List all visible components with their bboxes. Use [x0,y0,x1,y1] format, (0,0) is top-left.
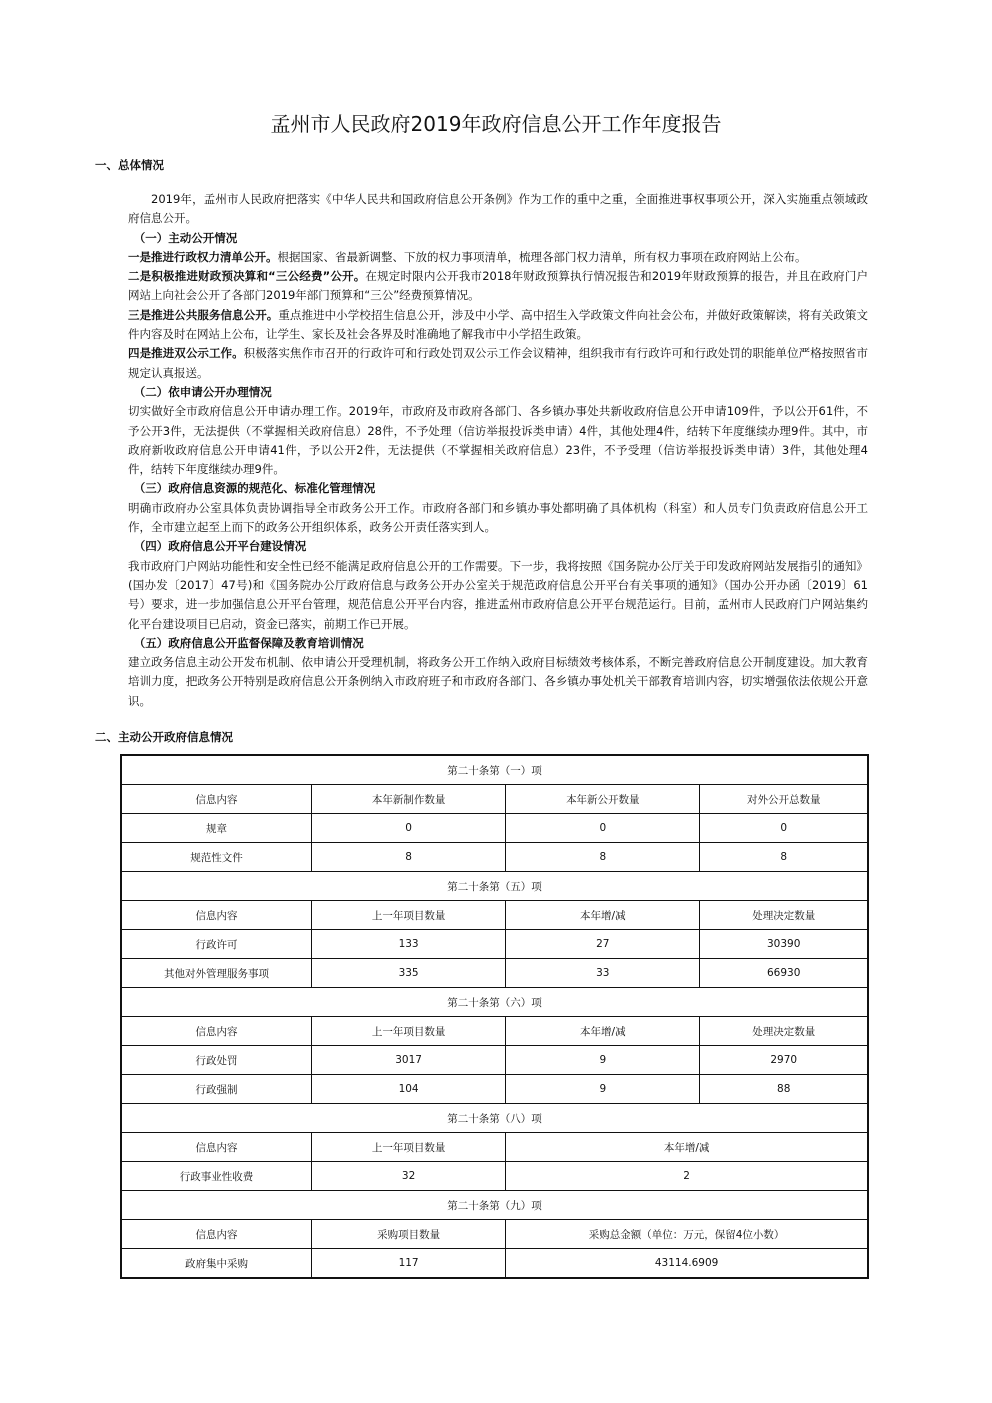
table-cell: 32 [311,1162,505,1191]
paragraph-application: 切实做好全市政府信息公开申请办理工作。2019年，市政府及市政府各部门、各乡镇办事处共新收政府信息公开申请109件，予以公开61件，不予公开3件，无法提供（不掌握相关政府信息）28件，不予处理（信访举报投诉类申请）4件，其他处理4件，结转下年度继续办理9件。其中，市政府新收政府信息公开申请41件，予以公开2件，无法提供（不掌握相关政府信息）23件，不予受理（信访举报投诉类申请）3件，其他处理4件，结转下年度继续办理9件。 [128,404,868,477]
table-section-row [121,872,868,901]
paragraph-standardization: 明确市政府办公室具体负责协调指导全市政务公开工作。市政府各部门和乡镇办事处都明确了具体机构（科室）和人员专门负责政府信息公开工作，全市建立起至上而下的政务公开组织体系，政务公开责任落实到人。 [128,500,868,535]
table-cell: 9 [506,1075,700,1104]
column-header: 上一年项目数量 [311,1133,505,1162]
table-cell: 66930 [700,959,868,988]
table-cell: 行政强制 [121,1075,311,1104]
paragraph-lead: 三是推进公共服务信息公开。 [128,307,279,322]
paragraph-text: 积极落实焦作市召开的行政许可和行政处罚双公示工作会议精神，组织我市有行政许可和行政处罚的职能单位严格按照省市规定认真报送。 [128,346,868,380]
table-cell: 3017 [311,1046,505,1075]
paragraph-public-service [128,306,868,345]
table-section-row [121,1104,868,1133]
table-cell: 0 [506,814,700,843]
paragraph-text: 重点推进中小学校招生信息公开，涉及中小学、高中招生入学政策文件向社会公布，并做好政策解读，将有关政策文件内容及时在网站上公布，让学生、家长及社会各界及时准确地了解我市中小学招生政策。 [128,307,868,342]
table-header-row [121,1017,868,1046]
table-cell: 规章 [121,814,311,843]
subheading-proactive: （一）主动公开情况 [133,230,238,245]
table-row [121,1075,868,1104]
subheading-platform: （四）政府信息公开平台建设情况 [133,539,307,554]
table-cell: 9 [506,1046,700,1075]
table-section-title: 第二十条第（五）项 [121,872,868,901]
table-cell: 133 [311,930,505,959]
column-header: 信息内容 [121,901,311,930]
table-cell: 8 [506,843,700,872]
table-row [121,1162,868,1191]
paragraph-platform: 我市政府门户网站功能性和安全性已经不能满足政府信息公开的工作需要。下一步，我将按照《国务院办公厅关于印发政府网站发展指引的通知》(国办发〔2017〕47号)和《国务院办公厅政府信息与政务公开办公室关于规范政府信息公开平台有关事项的通知》（国办公开办函〔2019〕61号）要求，进一步加强信息公开平台管理，规范信息公开平台内容，推进孟州市政府信息公开平台规范运行。目前，孟州市人民政府门户网站集约化平台建设项目已启动，资金已落实，前期工作已开展。 [128,558,868,631]
column-header: 信息内容 [121,1220,311,1249]
table-row [121,1046,868,1075]
table-cell: 43114.6909 [506,1249,868,1279]
column-header: 上一年项目数量 [311,1017,505,1046]
paragraph-text: 根据国家、省最新调整、下放的权力事项清单，梳理各部门权力清单，所有权力事项在政府网站上公布。 [277,249,807,264]
table-cell: 88 [700,1075,868,1104]
paragraph-lead: 二是积极推进财政预决算和“三公经费”公开。 [128,269,366,284]
column-header: 本年新公开数量 [506,785,700,814]
column-header: 本年增/减 [506,1133,868,1162]
table-cell: 27 [506,930,700,959]
table-cell: 政府集中采购 [121,1249,311,1279]
paragraph-text: 在规定时限内公开我市2018年财政预算执行情况报告和2019年财政预算的报告，并且在政府门户网站上向社会公开了各部门2019年部门预算和“三公”经费预算情况。 [128,269,868,303]
table-header-row [121,1220,868,1249]
paragraph-lead: 一是推进行政权力清单公开。 [128,249,278,264]
column-header: 本年增/减 [506,901,700,930]
table-section-title: 第二十条第（六）项 [121,988,868,1017]
proactive-disclosure-table [120,754,869,1279]
column-header: 对外公开总数量 [700,785,868,814]
column-header: 本年新制作数量 [311,785,505,814]
table-row [121,1249,868,1279]
column-header: 信息内容 [121,1133,311,1162]
table-cell: 33 [506,959,700,988]
overview-intro: 2019年，孟州市人民政府把落实《中华人民共和国政府信息公开条例》作为工作的重中之重，全面推进事权事项公开，深入实施重点领域政府信息公开。 [128,192,868,226]
table-section-title: 第二十条第（九）项 [121,1191,868,1220]
paragraph-power-list [128,248,868,267]
column-header: 处理决定数量 [700,901,868,930]
subheading-supervision: （五）政府信息公开监督保障及教育培训情况 [133,635,364,650]
table-cell: 2 [506,1162,868,1191]
table-section-row [121,1191,868,1220]
table-cell: 行政许可 [121,930,311,959]
table-header-row [121,901,868,930]
paragraph-budget [128,267,868,306]
column-header: 本年增/减 [506,1017,700,1046]
paragraph-double-disclosure [128,344,868,383]
column-header: 处理决定数量 [700,1017,868,1046]
table-section-row [121,988,868,1017]
section-heading-overview: 一、总体情况 [95,158,164,172]
column-header: 信息内容 [121,1017,311,1046]
table-cell: 其他对外管理服务事项 [121,959,311,988]
table-cell: 2970 [700,1046,868,1075]
table-cell: 行政事业性收费 [121,1162,311,1191]
table-cell: 335 [311,959,505,988]
subheading-application: （二）依申请公开办理情况 [133,384,272,399]
table-cell: 117 [311,1249,505,1279]
table-section-row [121,755,868,785]
table-row [121,930,868,959]
table-header-row [121,1133,868,1162]
table-cell: 规范性文件 [121,843,311,872]
paragraph-supervision: 建立政务信息主动公开发布机制、依申请公开受理机制，将政务公开工作纳入政府目标绩效考核体系，不断完善政府信息公开制度建设。加大教育培训力度，把政务公开特别是政府信息公开条例纳入市政府班子和市政府各部门、各乡镇办事处机关干部教育培训内容，切实增强依法依规公开意识。 [128,655,868,708]
column-header: 采购总金额（单位：万元，保留4位小数） [506,1220,868,1249]
document-title: 孟州市人民政府2019年政府信息公开工作年度报告 [270,112,722,136]
overview-body [128,190,868,711]
table-row [121,959,868,988]
table-section-title: 第二十条第（一）项 [121,755,868,785]
table-header-row [121,785,868,814]
table-section-title: 第二十条第（八）项 [121,1104,868,1133]
table-cell: 8 [311,843,505,872]
table-cell: 行政处罚 [121,1046,311,1075]
paragraph-lead: 四是推进双公示工作。 [128,346,244,361]
table-cell: 104 [311,1075,505,1104]
subheading-standardization: （三）政府信息资源的规范化、标准化管理情况 [133,481,376,496]
table-cell: 30390 [700,930,868,959]
section-heading-proactive-info: 二、主动公开政府信息情况 [95,730,233,744]
column-header: 采购项目数量 [311,1220,505,1249]
table-row [121,814,868,843]
table-cell: 0 [311,814,505,843]
table-row [121,843,868,872]
column-header: 信息内容 [121,785,311,814]
table-cell: 8 [700,843,868,872]
column-header: 上一年项目数量 [311,901,505,930]
table-cell: 0 [700,814,868,843]
